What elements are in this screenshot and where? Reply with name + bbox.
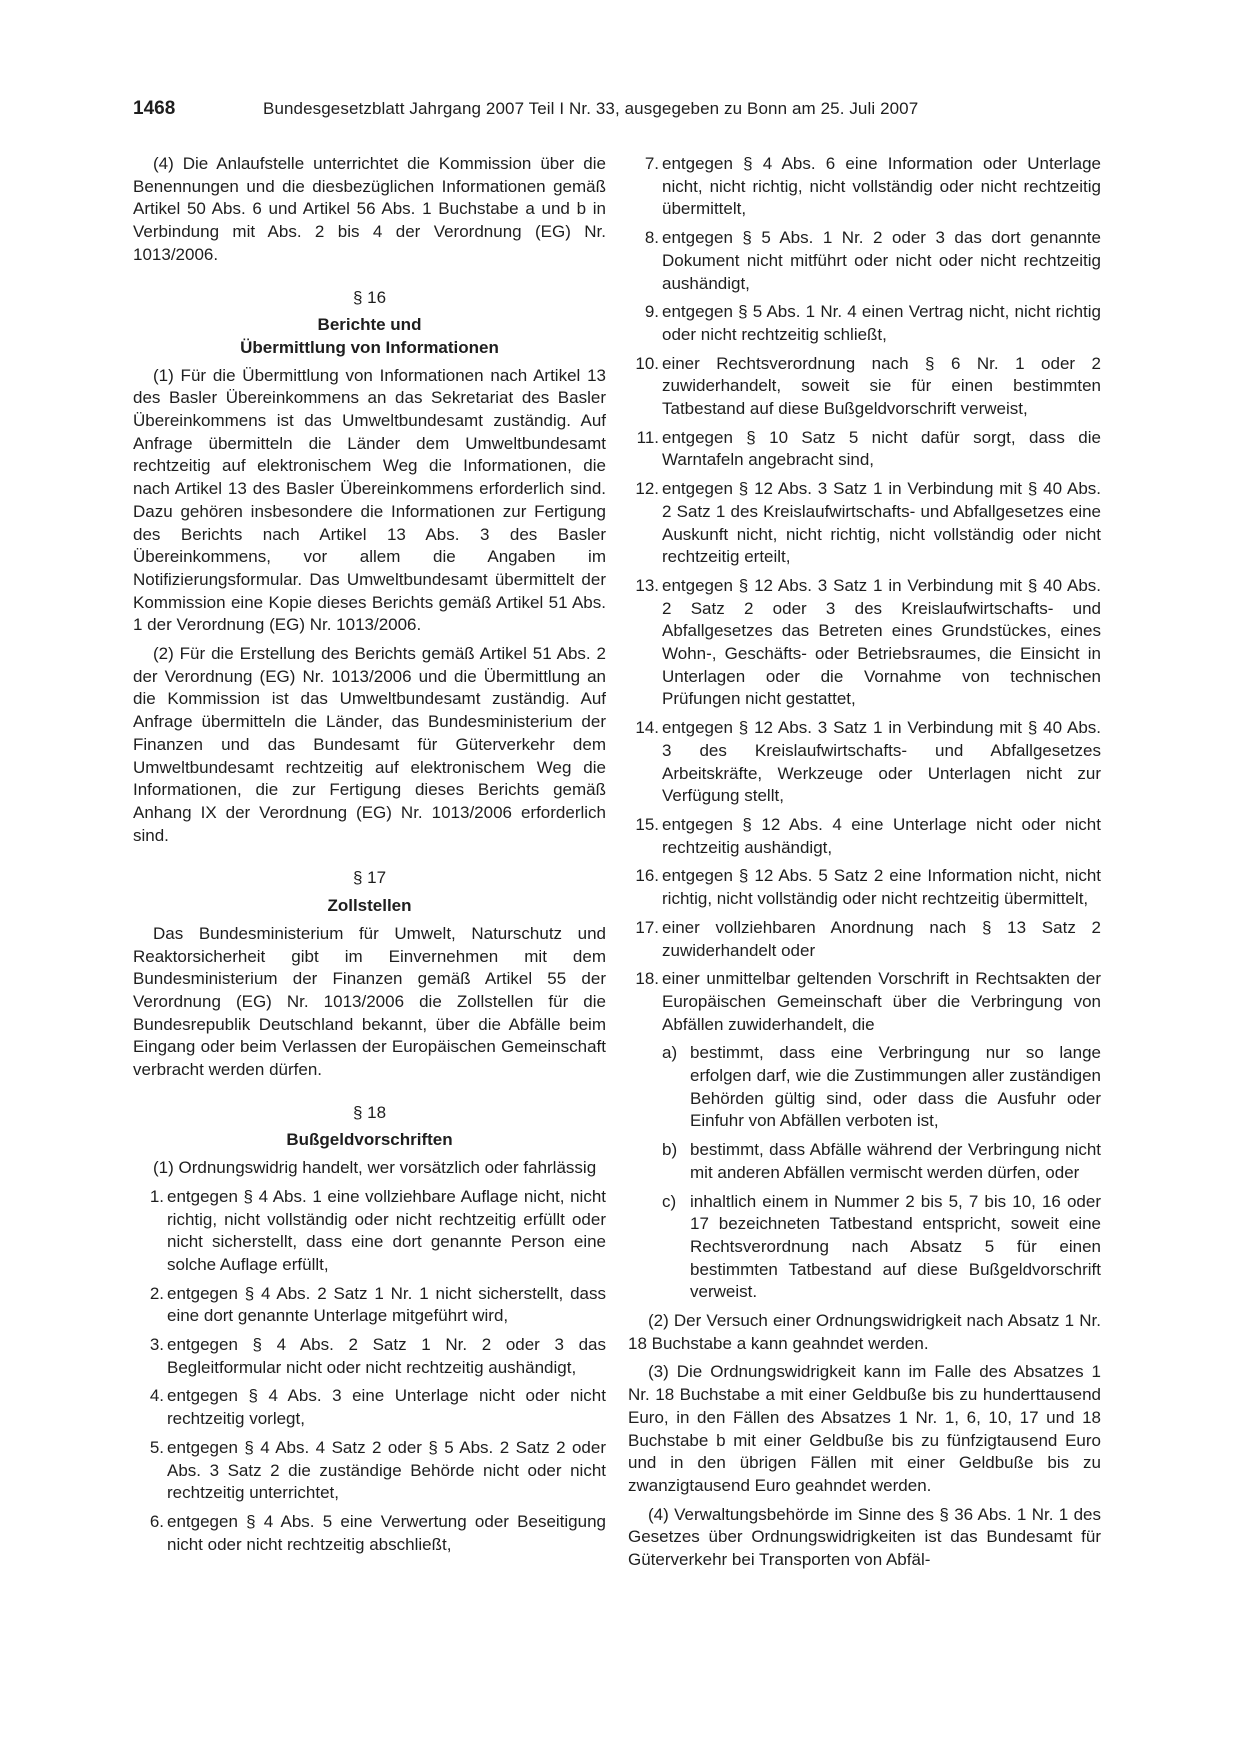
paragraph-18-2: (2) Der Versuch einer Ordnungswidrigkeit nach Absatz 1 Nr. 18 Buchstabe a kann geahndet werden. — [628, 1311, 1101, 1353]
left-column — [133, 153, 606, 1562]
list-item-text: entgegen § 4 Abs. 3 eine Unterlage nicht oder nicht rechtzeitig vorlegt, — [167, 1386, 606, 1429]
list-item — [628, 917, 1101, 962]
list-item — [133, 1511, 606, 1556]
list-item-number: 15. — [635, 814, 659, 834]
sub-item-text: bestimmt, dass Abfälle während der Verbringung nicht mit anderen Abfällen vermischt werden dürfen, oder — [690, 1140, 1101, 1182]
list-item — [628, 153, 1101, 221]
list-item — [628, 353, 1101, 421]
page-number: 1468 — [133, 98, 176, 119]
section-16-title-line-2: Übermittlung von Informationen — [240, 337, 499, 357]
list-item-number: 1. — [149, 1186, 164, 1206]
list-item-number: 16. — [635, 866, 659, 886]
list-item-text: einer vollziehbaren Anordnung nach § 13 Satz 2 zuwiderhandelt oder — [662, 917, 1101, 960]
list-item-number: 5. — [149, 1437, 164, 1457]
paragraph-15-4: (4) Die Anlaufstelle unterrichtet die Kommission über die Benennungen und die diesbezüglichen Informationen gemäß Artikel 50 Abs. 6 und Artikel 56 Abs. 1 Buchstabe a und b in Verbindung mit Abs. 2 bis 4 der Verordnung (EG) Nr. 1013/2006. — [133, 154, 606, 264]
list-item-number: 11. — [636, 427, 659, 447]
list-item — [133, 1437, 606, 1505]
sub-item-text: bestimmt, dass eine Verbringung nur so lange erfolgen darf, wie die Zustimmungen aller zuständigen Behörden gültig sind, oder dass die Ausfuhr oder Einfuhr von Abfällen verboten ist, — [690, 1043, 1101, 1131]
list-item — [628, 478, 1101, 569]
list-item-number: 12. — [635, 479, 659, 499]
list-item-number: 10. — [635, 353, 659, 373]
list-item-text: entgegen § 4 Abs. 6 eine Information oder Unterlage nicht, nicht richtig, nicht vollständig oder nicht rechtzeitig übermittelt, — [662, 154, 1101, 219]
sub-item — [628, 1042, 1101, 1133]
list-item — [628, 427, 1101, 472]
list-item — [628, 575, 1101, 711]
section-16-title-line-1: Berichte und — [317, 315, 422, 335]
list-item-text: entgegen § 12 Abs. 3 Satz 1 in Verbindung mit § 40 Abs. 2 Satz 1 des Kreislaufwirtschafts- und Abfallgesetzes eine Auskunft nicht, nicht richtig, nicht vollständig oder nicht rechtzeitig erteilt, — [662, 479, 1101, 567]
list-item-number: 7. — [644, 154, 659, 173]
list-item — [133, 1334, 606, 1379]
list-item-text: entgegen § 12 Abs. 3 Satz 1 in Verbindung mit § 40 Abs. 3 des Kreislaufwirtschafts- und Abfallgesetzes Arbeitskräfte, Werkzeuge oder Unterlagen nicht zur Verfügung stellt, — [662, 718, 1101, 806]
list-item-text: entgegen § 12 Abs. 3 Satz 1 in Verbindung mit § 40 Abs. 2 Satz 2 oder 3 des Kreislaufwirtschafts- und Abfallgesetzes das Betreten eines Grundstückes, eines Wohn-, Geschäfts- oder Betriebsraumes, die Einsicht in Unterlagen oder die Vornahme von technischen Prüfungen nicht gestattet, — [662, 575, 1101, 709]
list-item-text: entgegen § 5 Abs. 1 Nr. 2 oder 3 das dort genannte Dokument nicht mitführt oder nicht oder nicht rechtzeitig aushändigt, — [662, 228, 1101, 293]
list-item-text: entgegen § 12 Abs. 5 Satz 2 eine Information nicht, nicht richtig, nicht vollständig oder nicht rechtzeitig übermittelt, — [662, 866, 1101, 909]
list-item-number: 2. — [149, 1283, 164, 1303]
list-item-number: 9. — [644, 302, 659, 322]
list-item-number: 13. — [635, 575, 659, 595]
sub-item-text: inhaltlich einem in Nummer 2 bis 5, 7 bis 10, 16 oder 17 bezeichneten Tatbestand entspricht, soweit eine Rechtsverordnung nach Absatz 5 für einen bestimmten Tatbestand auf diese Bußgeldvorschrift verweist. — [690, 1191, 1101, 1302]
list-item-text: entgegen § 12 Abs. 4 eine Unterlage nicht oder nicht rechtzeitig aushändigt, — [662, 814, 1101, 857]
page-header — [133, 98, 1102, 122]
list-item-text: entgegen § 5 Abs. 1 Nr. 4 einen Vertrag nicht, nicht richtig oder nicht rechtzeitig schließt, — [662, 302, 1101, 344]
list-item — [628, 814, 1101, 859]
section-17-title: Zollstellen — [327, 896, 412, 916]
sub-item — [628, 1191, 1101, 1305]
list-item-number: 17. — [635, 917, 659, 937]
list-item-text: einer unmittelbar geltenden Vorschrift in Rechtsakten der Europäischen Gemeinschaft über die Verbringung von Abfällen zuwiderhandelt, die — [662, 969, 1101, 1034]
list-item-number: 8. — [644, 228, 659, 248]
list-item-text: entgegen § 4 Abs. 5 eine Verwertung oder Beseitigung nicht oder nicht rechtzeitig abschließt, — [167, 1511, 606, 1554]
section-16-number: § 16 — [352, 287, 387, 307]
list-item-text: entgegen § 4 Abs. 2 Satz 1 Nr. 1 nicht sicherstellt, dass eine dort genannte Unterlage mitgeführt wird, — [167, 1283, 606, 1326]
paragraph-18-1: (1) Ordnungswidrig handelt, wer vorsätzlich oder fahrlässig — [153, 1158, 597, 1178]
sub-item-letter: a) — [662, 1043, 678, 1063]
section-18-title: Bußgeldvorschriften — [286, 1130, 453, 1150]
list-item-text: einer Rechtsverordnung nach § 6 Nr. 1 oder 2 zuwiderhandelt, soweit sie für einen bestimmten Tatbestand auf diese Bußgeldvorschrift verweist, — [662, 353, 1101, 419]
section-16-title — [133, 314, 606, 359]
list-item — [133, 1186, 606, 1277]
list-item-text: entgegen § 10 Satz 5 nicht dafür sorgt, dass die Warntafeln angebracht sind, — [662, 427, 1101, 470]
paragraph-16-1: (1) Für die Übermittlung von Informationen nach Artikel 13 des Basler Übereinkommens an das Sekretariat des Basler Übereinkommens ist das Umweltbundesamt zuständig. Auf Anfrage übermitteln die Länder dem Umweltbundesamt rechtzeitig auf elektronischem Weg die Informationen, die nach Artikel 13 des Basler Übereinkommens erforderlich sind. Dazu gehören insbesondere die Informationen zur Fertigung des Berichts nach Artikel 13 Abs. 3 des Basler Übereinkommens, vor allem die Angaben im Notifizierungsformular. Das Umweltbundesamt übermittelt der Kommission eine Kopie dieses Berichts gemäß Artikel 51 Abs. 1 der Verordnung (EG) Nr. 1013/2006. — [133, 365, 606, 635]
list-item — [628, 227, 1101, 295]
list-item-number: 3. — [149, 1335, 164, 1355]
list-item-number: 18. — [635, 969, 659, 989]
list-item-text: entgegen § 4 Abs. 2 Satz 1 Nr. 2 oder 3 das Begleitformular nicht oder nicht rechtzeitig aushändigt, — [167, 1335, 606, 1377]
list-item — [133, 1283, 606, 1328]
list-item-text: entgegen § 4 Abs. 4 Satz 2 oder § 5 Abs. 2 Satz 2 oder Abs. 3 Satz 2 die zuständige Behörde nicht oder nicht rechtzeitig unterrichtet, — [167, 1437, 606, 1503]
right-column — [628, 153, 1101, 1578]
list-item-text: entgegen § 4 Abs. 1 eine vollziehbare Auflage nicht, nicht richtig, nicht vollständig oder nicht rechtzeitig erfüllt oder nicht sicherstellt, dass eine dort genannte Person eine solche Auflage erfüllt, — [167, 1186, 606, 1274]
sub-item-letter: c) — [662, 1191, 677, 1211]
list-item-number: 4. — [149, 1386, 164, 1406]
list-item — [628, 968, 1101, 1036]
running-head: Bundesgesetzblatt Jahrgang 2007 Teil I Nr. 33, ausgegeben zu Bonn am 25. Juli 2007 — [263, 99, 919, 118]
list-item-number: 14. — [635, 718, 659, 738]
list-item — [628, 301, 1101, 346]
section-18-number: § 18 — [352, 1102, 387, 1122]
paragraph-18-3: (3) Die Ordnungswidrigkeit kann im Falle des Absatzes 1 Nr. 18 Buchstabe a mit einer Geldbuße bis zu hunderttausend Euro, in den Fällen des Absatzes 1 Nr. 1, 6, 10, 17 und 18 Buchstabe b mit einer Geldbuße bis zu fünfzigtausend Euro und in den übrigen Fällen mit einer Geldbuße bis zu zwanzigtausend Euro geahndet werden. — [628, 1362, 1101, 1495]
sub-item — [628, 1139, 1101, 1184]
sub-item-letter: b) — [662, 1140, 678, 1160]
list-item — [133, 1385, 606, 1430]
paragraph-17: Das Bundesministerium für Umwelt, Naturschutz und Reaktorsicherheit gibt im Einvernehmen mit dem Bundesministerium der Finanzen gemäß Artikel 55 der Verordnung (EG) Nr. 1013/2006 die Zollstellen für die Bundesrepublik Deutschland bekannt, über die Abfälle beim Eingang oder beim Verlassen der Europäischen Gemeinschaft verbracht werden dürfen. — [133, 923, 606, 1080]
section-17-number: § 17 — [352, 868, 387, 888]
paragraph-18-4: (4) Verwaltungsbehörde im Sinne des § 36 Abs. 1 Nr. 1 des Gesetzes über Ordnungswidrigkeiten ist das Bundesamt für Güterverkehr bei Transporten von Abfäl- — [628, 1504, 1101, 1570]
list-item-number: 6. — [149, 1511, 164, 1531]
list-item — [628, 717, 1101, 808]
list-item — [628, 865, 1101, 910]
paragraph-16-2: (2) Für die Erstellung des Berichts gemäß Artikel 51 Abs. 2 der Verordnung (EG) Nr. 1013/2006 und die Übermittlung an die Kommission ist das Umweltbundesamt zuständig. Auf Anfrage übermitteln die Länder, das Bundesministerium der Finanzen und das Bundesamt für Güterverkehr dem Umweltbundesamt rechtzeitig auf elektronischem Weg die Informationen, die zur Fertigung dieses Berichts gemäß Anhang IX der Verordnung (EG) Nr. 1013/2006 erforderlich sind. — [133, 644, 606, 845]
